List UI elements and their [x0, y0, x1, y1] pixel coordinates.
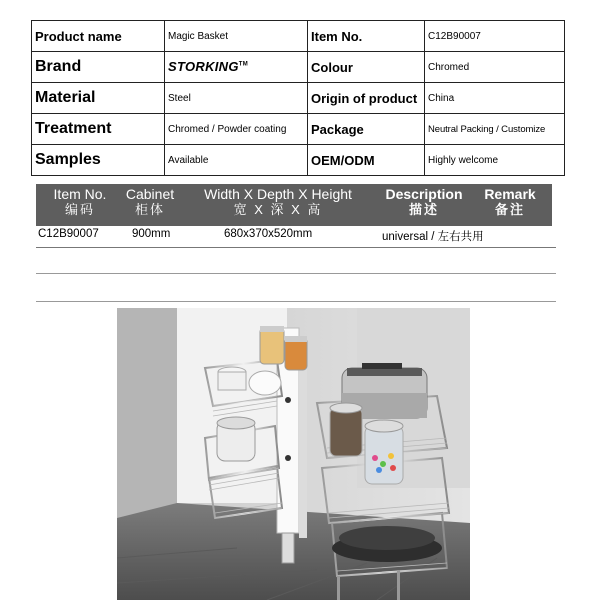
row-cabinet: 900mm: [132, 228, 171, 240]
table-row: [36, 226, 556, 248]
spec-row-samples: [32, 145, 565, 176]
product-photo: [117, 308, 470, 600]
brand-logo-text: STORKING: [168, 59, 239, 74]
spec-value: Steel: [165, 83, 308, 114]
spec-value: Highly welcome: [425, 145, 565, 176]
header-item-no-zh: 编码: [64, 202, 95, 217]
spec-label: OEM/ODM: [308, 145, 425, 176]
spec-label: Package: [308, 114, 425, 145]
header-cabinet-zh: 柜体: [134, 202, 165, 217]
header-item-no: [44, 187, 116, 217]
header-remark-en: Remark: [484, 186, 536, 202]
trademark-mark: TM: [238, 61, 249, 68]
header-dimensions-en: Width X Depth X Height: [204, 186, 352, 202]
header-remark-zh: 备注: [494, 202, 525, 217]
spec-row-material: [32, 83, 565, 114]
row-divider: [36, 301, 556, 302]
header-remark: [478, 187, 542, 217]
spec-row-product-name: [32, 21, 565, 52]
spec-row-treatment: [32, 114, 565, 145]
spec-label: Samples: [32, 145, 165, 176]
row-divider: [36, 247, 556, 248]
spec-label: Brand: [32, 52, 165, 83]
spec-table: [31, 20, 565, 176]
header-description: [376, 187, 472, 217]
header-description-zh: 描述: [408, 202, 439, 217]
spec-value: Available: [165, 145, 308, 176]
header-cabinet: [120, 187, 180, 217]
spec-label: Material: [32, 83, 165, 114]
spec-value: Chromed: [425, 52, 565, 83]
row-divider: [36, 273, 556, 274]
header-dimensions-zh: 宽 X 深 X 高: [233, 202, 323, 217]
spec-value: C12B90007: [425, 21, 565, 52]
spec-label: Colour: [308, 52, 425, 83]
spec-value: Chromed / Powder coating: [165, 114, 308, 145]
spec-header-bar: [36, 184, 552, 226]
spec-label: Product name: [32, 21, 165, 52]
spec-label: Item No.: [308, 21, 425, 52]
header-item-no-en: Item No.: [53, 186, 107, 202]
spec-row-brand: [32, 52, 565, 83]
spec-value: China: [425, 83, 565, 114]
header-cabinet-en: Cabinet: [125, 186, 175, 202]
header-description-en: Description: [385, 186, 463, 202]
row-description: universal / 左右共用: [382, 231, 484, 243]
spec-label: Origin of product: [308, 83, 425, 114]
row-item-no: C12B90007: [38, 228, 99, 240]
brand-logo: [165, 52, 308, 83]
spec-value: Neutral Packing / Customize: [425, 114, 565, 145]
header-dimensions: [196, 187, 360, 217]
row-dimensions: 680x370x520mm: [224, 228, 313, 240]
spec-label: Treatment: [32, 114, 165, 145]
spec-value: Magic Basket: [165, 21, 308, 52]
